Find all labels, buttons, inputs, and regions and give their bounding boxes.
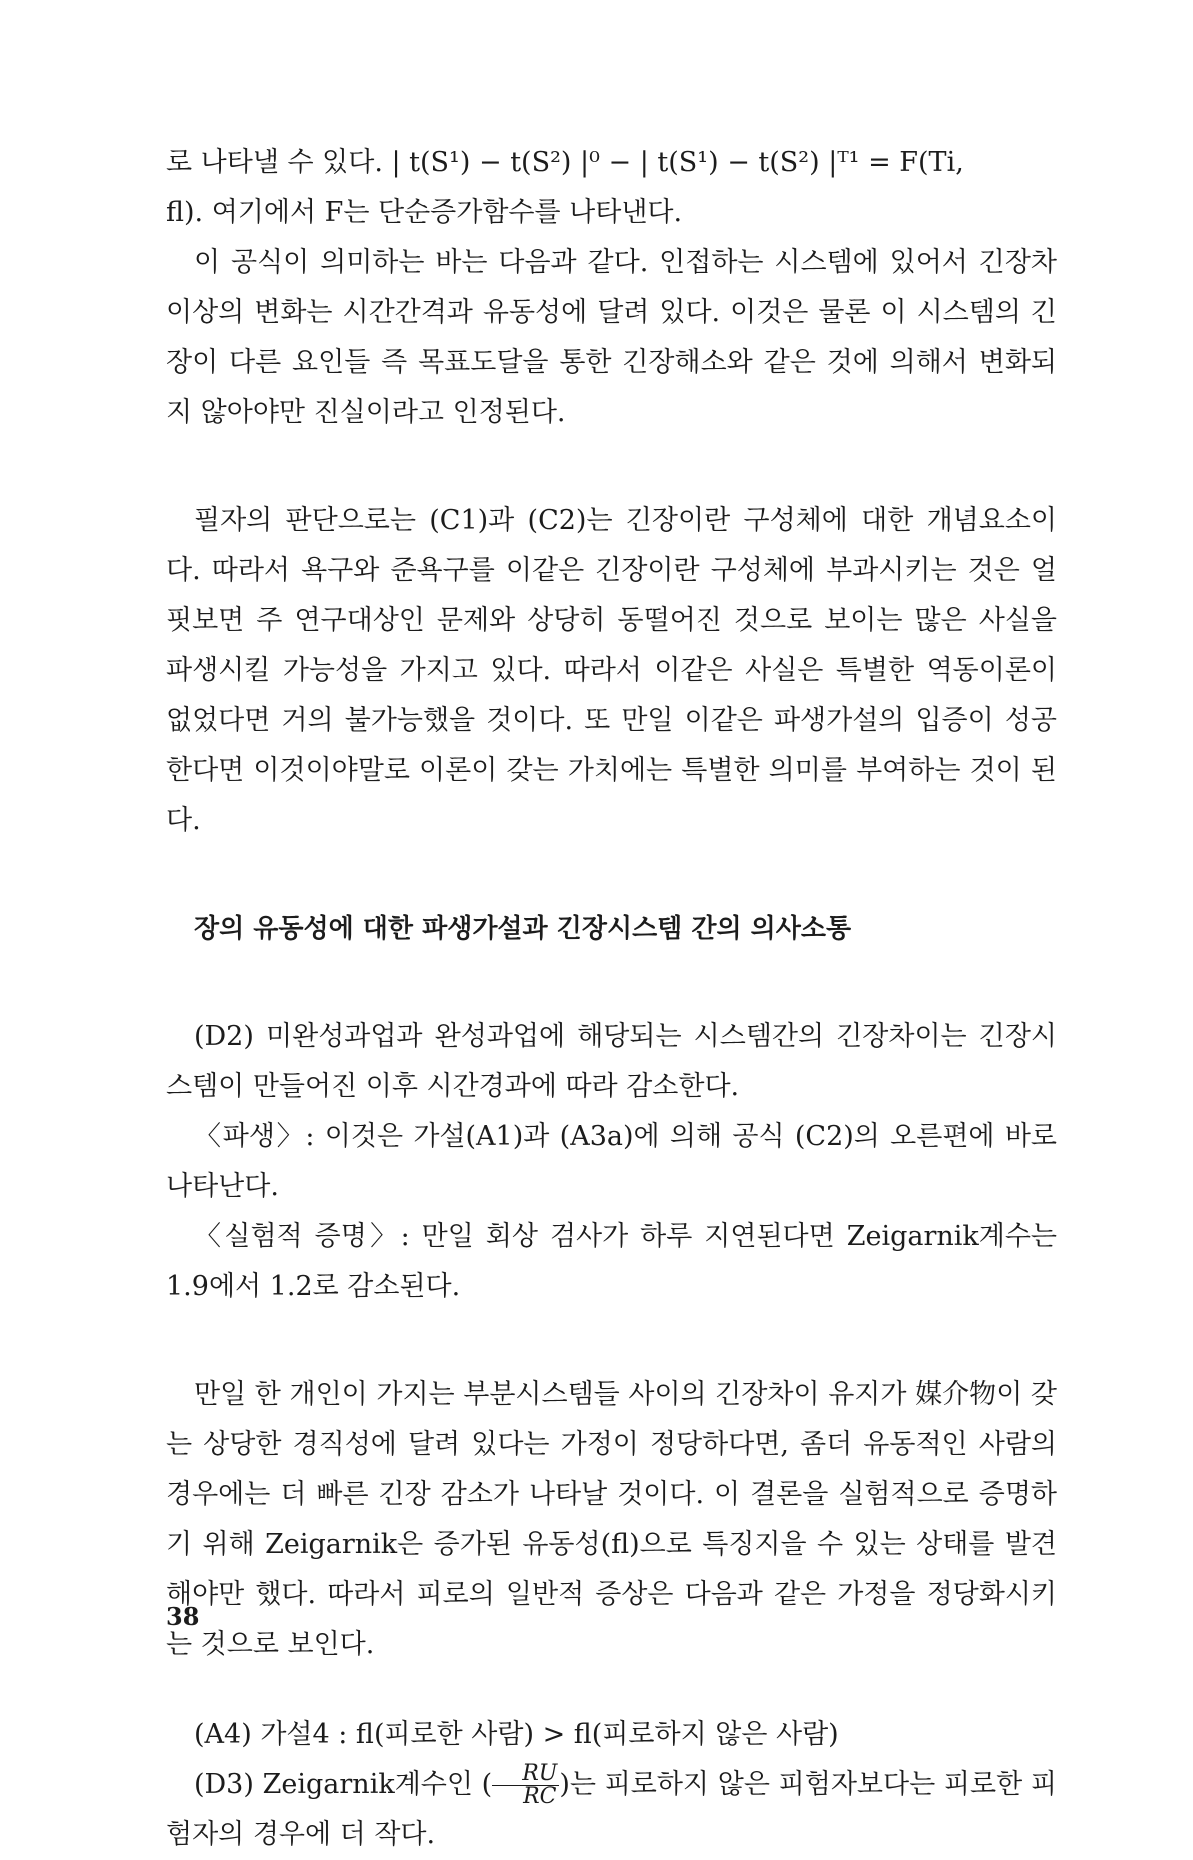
spacer: [166, 846, 1057, 904]
paragraph-experimental-proof: 〈실험적 증명〉: 만일 회상 검사가 하루 지연된다면 Zeigarnik계수는 1.9에서 1.2로 감소된다.: [166, 1221, 1057, 1302]
spacer: [166, 1670, 1057, 1710]
paragraph-d3: [166, 1760, 1057, 1860]
d3-text-before: (D3) Zeigarnik계수인 (: [194, 1769, 493, 1800]
paragraph-d2: (D2) 미완성과업과 완성과업에 해당되는 시스템간의 긴장차이는 긴장시스템이 만들어진 이후 시간경과에 따라 감소한다.: [166, 1021, 1057, 1102]
spacer: [166, 438, 1057, 496]
paragraph-formula-line-2: fl). 여기에서 F는 단순증가함수를 나타낸다.: [166, 197, 683, 228]
section-heading: 장의 유동성에 대한 파생가설과 긴장시스템 간의 의사소통: [194, 914, 852, 944]
spacer: [166, 1312, 1057, 1370]
paragraph-fluidity: 만일 한 개인이 가지는 부분시스템들 사이의 긴장차이 유지가 媒介物이 갖는 상당한 경직성에 달려 있다는 가정이 정당하다면, 좀더 유동적인 사람의 경우에는 더 빠른 긴장 감소가 나타날 것이다. 이 결론을 실험적으로 증명하기 위해 Zeigarnik은 증가된 유동성(fl)으로 특징지을 수 있는 상태를 발견해야만 했다. 따라서 피로의 일반적 증상은 다음과 같은 가정을 정당화시키는 것으로 보인다.: [166, 1379, 1057, 1660]
fraction-ru-rc: [492, 1763, 559, 1808]
d3-text-after: )는 피로하지 않은 피험자보다는 피로한 피험자의 경우에 더 작다.: [166, 1769, 1057, 1850]
paragraph-a4: (A4) 가설4 : fl(피로한 사람) > fl(피로하지 않은 사람): [194, 1719, 839, 1750]
spacer: [166, 954, 1057, 1012]
fraction-numerator: RU: [492, 1763, 559, 1786]
fraction-denominator: RC: [523, 1784, 557, 1809]
paragraph-formula-line-1: 로 나타낼 수 있다. | t(S¹) − t(S²) |⁰ − | t(S¹) − t(S²) |ᵀ¹ = F(Ti,: [166, 147, 964, 178]
paragraph-meaning: 이 공식이 의미하는 바는 다음과 같다. 인접하는 시스템에 있어서 긴장차이상의 변화는 시간간격과 유동성에 달려 있다. 이것은 물론 이 시스템의 긴장이 다른 요인들 즉 목표도달을 통한 긴장해소와 같은 것에 의해서 변화되지 않아야만 진실이라고 인정된다.: [166, 247, 1057, 428]
paragraph-derivation: 〈파생〉: 이것은 가설(A1)과 (A3a)에 의해 공식 (C2)의 오른편에 바로 나타난다.: [166, 1121, 1057, 1202]
paragraph-author-judgment: 필자의 판단으로는 (C1)과 (C2)는 긴장이란 구성체에 대한 개념요소이다. 따라서 욕구와 준욕구를 이같은 긴장이란 구성체에 부과시키는 것은 얼핏보면 주 연구대상인 문제와 상당히 동떨어진 것으로 보이는 많은 사실을 파생시킬 가능성을 가지고 있다. 따라서 이같은 사실은 특별한 역동이론이 없었다면 거의 불가능했을 것이다. 또 만일 이같은 파생가설의 입증이 성공한다면 이것이야말로 이론이 갖는 가치에는 특별한 의미를 부여하는 것이 된다.: [166, 505, 1057, 836]
page-number: 38: [166, 1602, 200, 1631]
